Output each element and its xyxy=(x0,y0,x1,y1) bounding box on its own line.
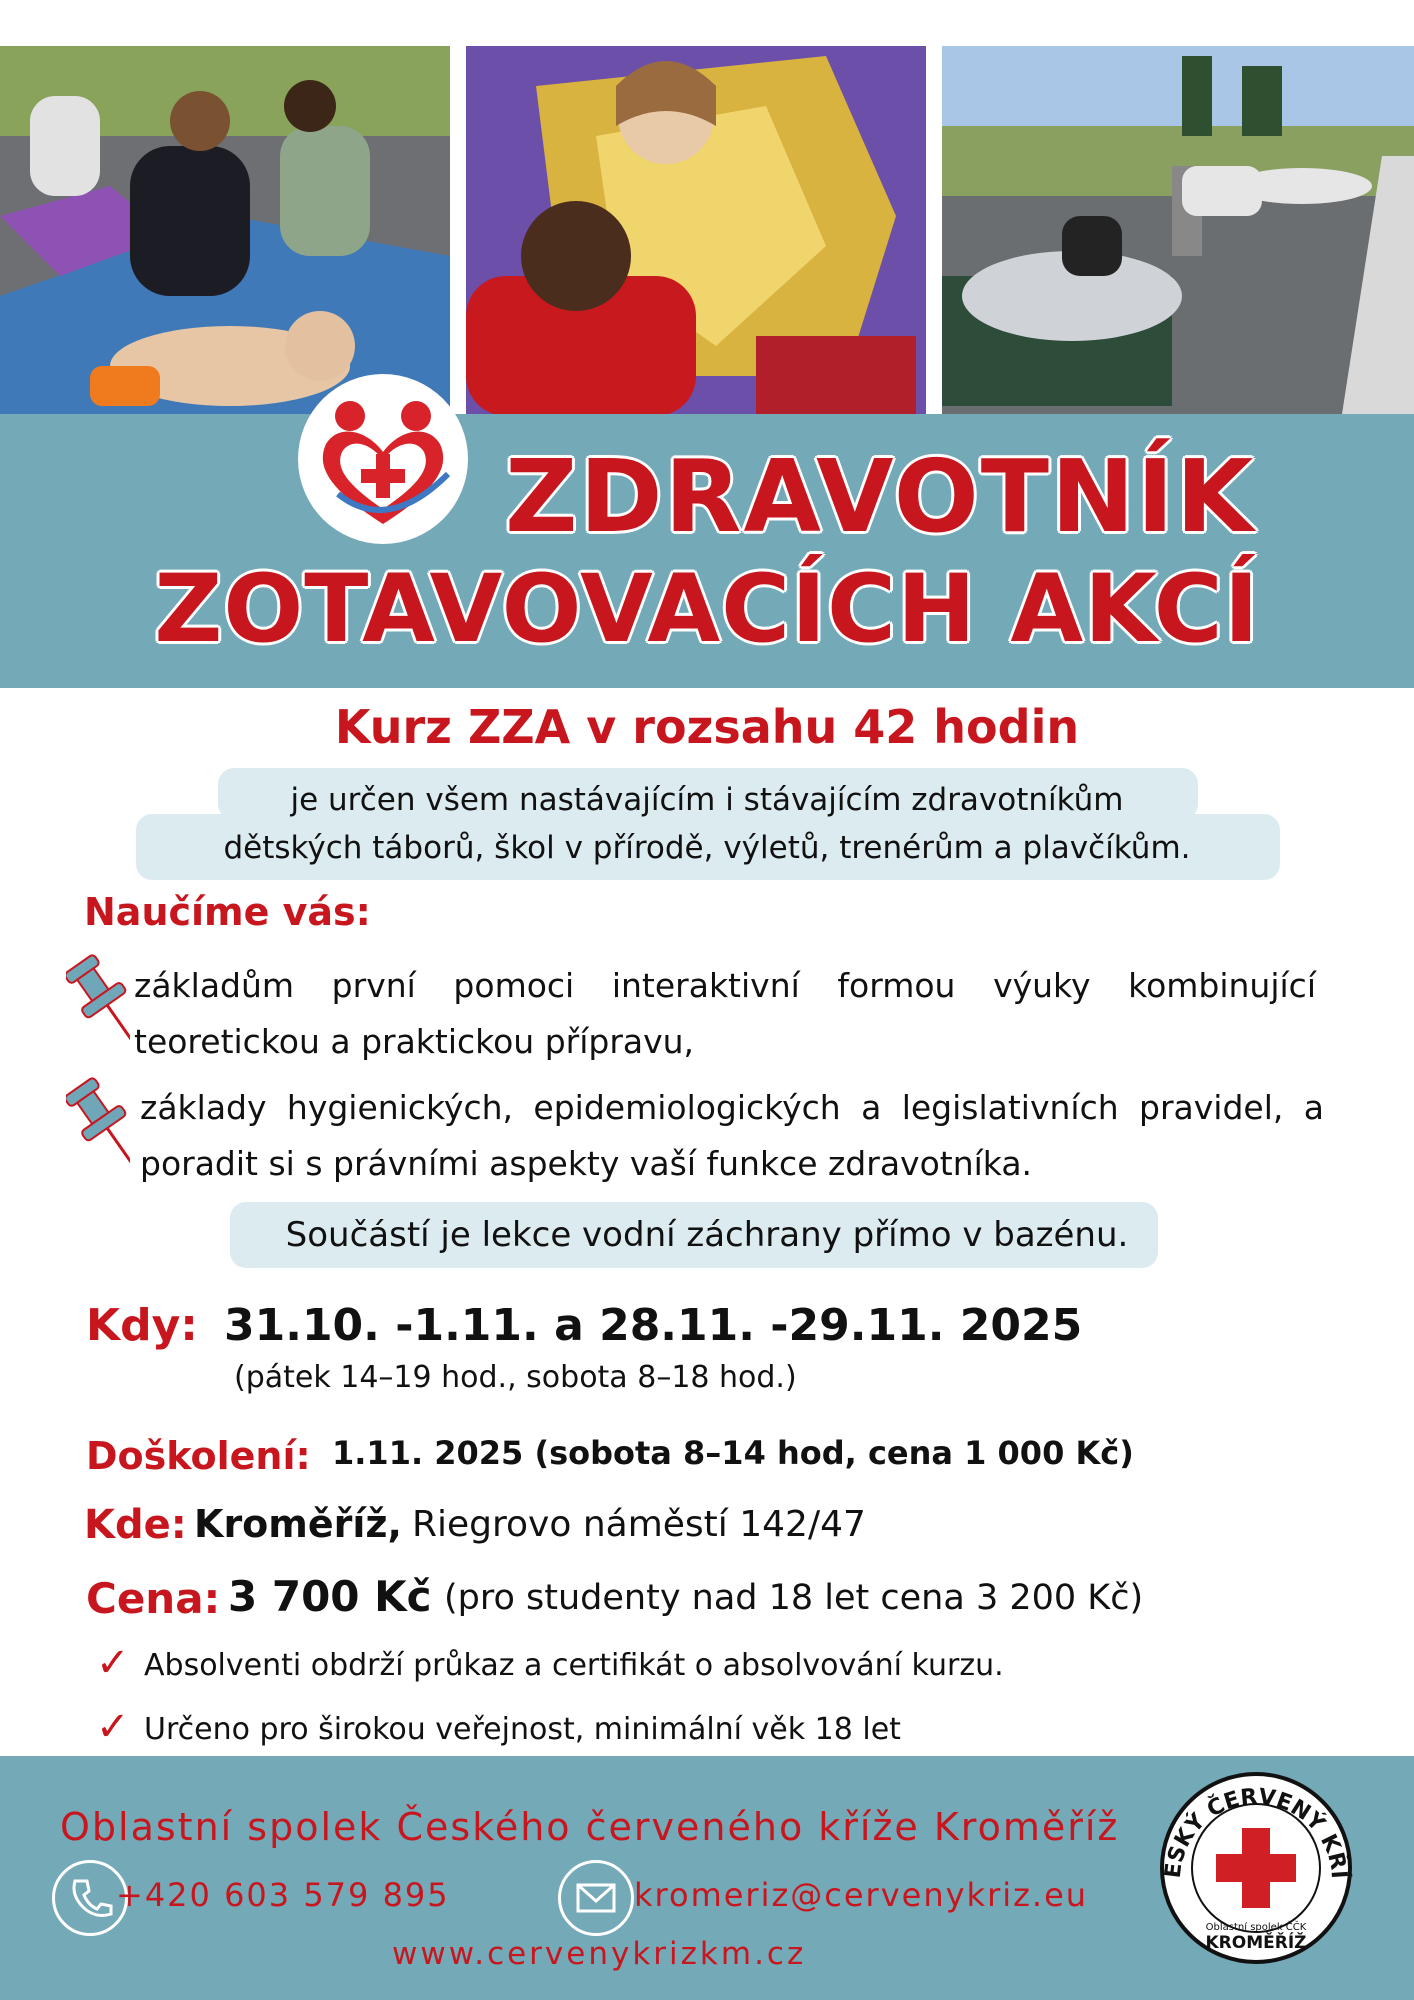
when-label: Kdy: xyxy=(86,1300,198,1351)
where-address: Riegrovo náměstí 142/47 xyxy=(412,1504,866,1545)
title-line-1: ZDRAVOTNÍK xyxy=(505,438,1256,555)
svg-text:ČESKÝ ČERVENÝ KŘÍŽ: ESKÝ ČERVENÝ KŘÍ xyxy=(1160,1784,1352,1880)
teach-item-2: základy hygienických, epidemiologických a legislativních pravidel, a poradit si s právními aspekty vaší funkce zdravotníka. xyxy=(140,1088,1324,1183)
outdoor-first-aid-photo xyxy=(942,46,1414,414)
email-icon xyxy=(558,1860,634,1936)
check-item-2: Určeno pro širokou veřejnost, minimální věk 18 let xyxy=(144,1712,901,1747)
heart-cross-logo xyxy=(298,374,468,544)
refresh-label: Doškolení: xyxy=(86,1434,311,1478)
website-link[interactable]: www.cervenykrizkm.cz xyxy=(392,1936,807,1972)
price-label: Cena: xyxy=(86,1574,221,1623)
title-line-2: ZOTAVOVACÍCH AKCÍ xyxy=(154,555,1260,664)
seal-small-text: Oblastní spolek ČČK xyxy=(1205,1922,1307,1933)
seal-city-text: KROMĚŘÍŽ xyxy=(1205,1933,1307,1953)
when-value: 31.10. -1.11. a 28.11. -29.11. 2025 xyxy=(224,1300,1083,1351)
email-link[interactable]: kromeriz@cervenykriz.eu xyxy=(634,1876,1089,1914)
where-city: Kroměříž, xyxy=(194,1502,402,1546)
rescue-blanket-photo xyxy=(466,46,926,414)
price-value: 3 700 Kč xyxy=(228,1572,432,1621)
where-label: Kde: xyxy=(84,1502,187,1548)
checkmark-icon: ✓ xyxy=(96,1704,130,1750)
refresh-value: 1.11. 2025 (sobota 8–14 hod, cena 1 000 Kč) xyxy=(332,1434,1134,1472)
organization-name: Oblastní spolek Českého červeného kříže Kroměříž xyxy=(60,1805,1120,1849)
pool-note: Součástí je lekce vodní záchrany přímo v bazénu. xyxy=(285,1215,1129,1255)
course-subtitle: Kurz ZZA v rozsahu 42 hodin xyxy=(334,700,1080,754)
checkmark-icon: ✓ xyxy=(96,1640,130,1686)
teach-item-1: základům první pomoci interaktivní formou výuky kombinující teoretickou a praktickou přípravu, xyxy=(134,966,1316,1061)
intro-line-1: je určen všem nastávajícím i stávajícím zdravotníkům xyxy=(290,782,1124,818)
check-item-1: Absolventi obdrží průkaz a certifikát o absolvování kurzu. xyxy=(144,1648,1004,1683)
pushpin-icon xyxy=(66,952,130,1062)
phone-link[interactable]: +420 603 579 895 xyxy=(116,1876,450,1914)
price-note: (pro studenty nad 18 let cena 3 200 Kč) xyxy=(444,1578,1144,1618)
pushpin-icon xyxy=(66,1075,130,1185)
red-cross-seal xyxy=(1158,1770,1354,1966)
intro-line-2: dětských táborů, škol v přírodě, výletů, trenérům a plavčíkům. xyxy=(223,830,1191,866)
cpr-training-photo xyxy=(0,46,450,414)
teach-heading: Naučíme vás: xyxy=(84,890,371,934)
when-hours: (pátek 14–19 hod., sobota 8–18 hod.) xyxy=(234,1360,797,1395)
